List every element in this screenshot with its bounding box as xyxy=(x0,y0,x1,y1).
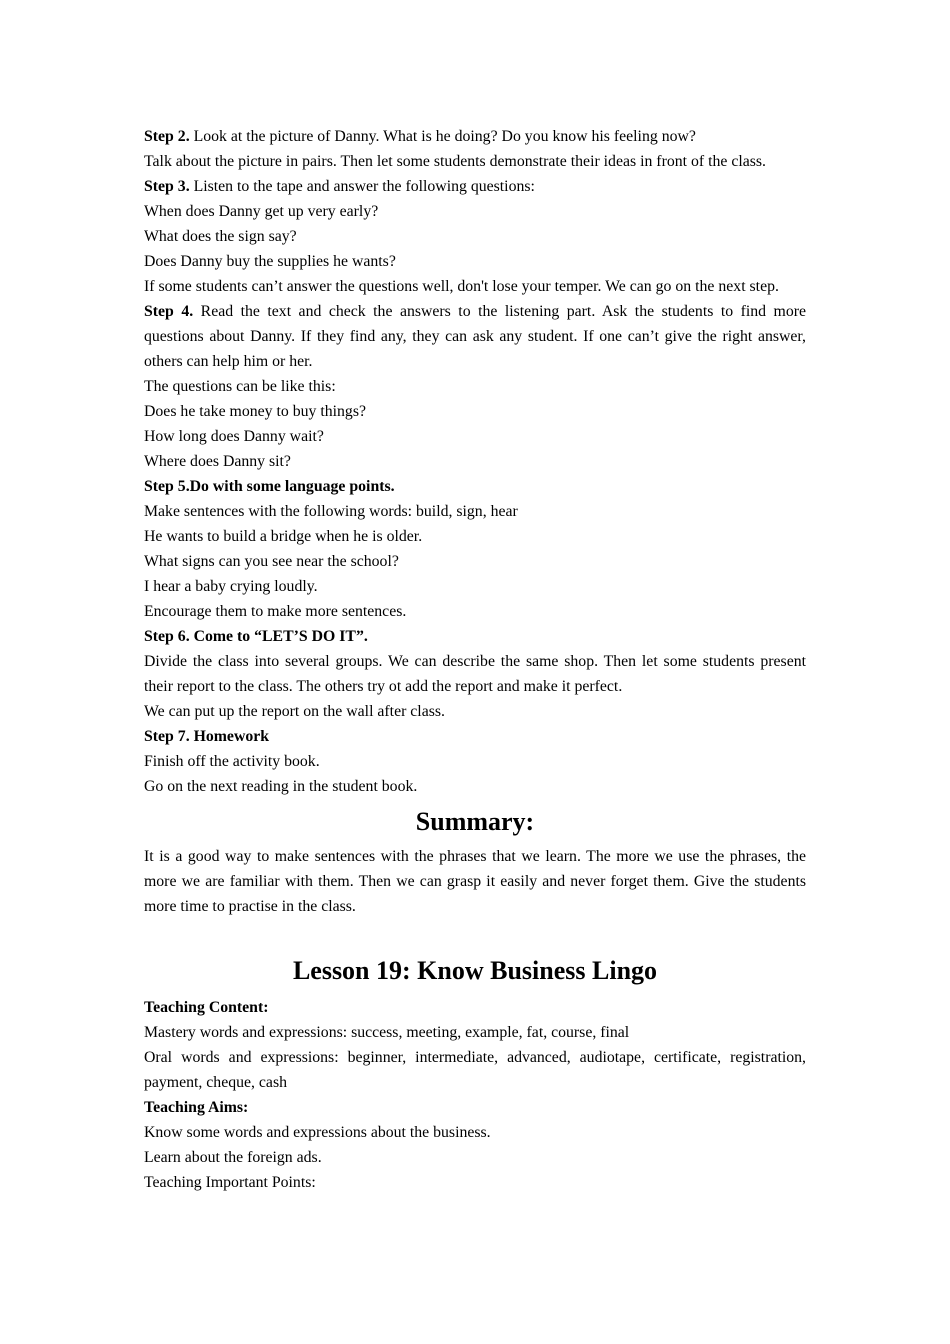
step5-line: Encourage them to make more sentences. xyxy=(144,603,407,620)
lesson-title: Lesson 19: Know Business Lingo xyxy=(292,956,658,985)
step2-line2: Talk about the picture in pairs. Then let some students demonstrate their ideas in front of the class. xyxy=(144,153,766,170)
step5-line: He wants to build a bridge when he is older. xyxy=(144,528,423,545)
step2-label: Step 2. xyxy=(144,128,190,145)
teaching-content-label: Teaching Content: xyxy=(144,999,269,1016)
step3-question: What does the sign say? xyxy=(144,228,297,245)
step3-label: Step 3. xyxy=(144,178,190,195)
step4-question: Does he take money to buy things? xyxy=(144,403,366,420)
summary-paragraph: It is a good way to make sentences with the phrases that we learn. The more we use the phrases, the more we are familiar with them. Then we can grasp it easily and never forget them. Give the students more time to practise in the class. xyxy=(144,848,806,915)
document-page xyxy=(144,124,806,1195)
step5-heading: Step 5.Do with some language points. xyxy=(144,478,395,495)
teaching-important-points: Teaching Important Points: xyxy=(144,1174,316,1191)
step4-question: How long does Danny wait? xyxy=(144,428,324,445)
step5-line: I hear a baby crying loudly. xyxy=(144,578,318,595)
teaching-aims-label: Teaching Aims: xyxy=(144,1099,249,1116)
step6-line: We can put up the report on the wall after class. xyxy=(144,703,445,720)
step4-question: Where does Danny sit? xyxy=(144,453,291,470)
step4-intro: The questions can be like this: xyxy=(144,378,336,395)
teaching-aim: Learn about the foreign ads. xyxy=(144,1149,322,1166)
step3-paragraph xyxy=(144,174,806,199)
summary-heading: Summary: xyxy=(415,807,535,836)
step2-paragraph xyxy=(144,124,806,149)
step7-heading: Step 7. Homework xyxy=(144,728,270,745)
step3-question: Does Danny buy the supplies he wants? xyxy=(144,253,396,270)
oral-words: Oral words and expressions: beginner, intermediate, advanced, audiotape, certificate, registration, payment, cheque, cash xyxy=(144,1049,806,1091)
step6-paragraph: Divide the class into several groups. We can describe the same shop. Then let some students present their report to the class. The others try ot add the report and make it perfect. xyxy=(144,653,806,695)
step7-line: Finish off the activity book. xyxy=(144,753,320,770)
mastery-words: Mastery words and expressions: success, meeting, example, fat, course, final xyxy=(144,1024,630,1041)
step4-text: Read the text and check the answers to the listening part. Ask the students to find more questions about Danny. If they find any, they can ask any student. If one can’t give the right answer, others can help him or her. xyxy=(144,303,807,370)
step4-label: Step 4. xyxy=(144,303,194,320)
step4-paragraph xyxy=(144,299,806,374)
step6-heading: Step 6. Come to “LET’S DO IT”. xyxy=(144,628,368,645)
step3-question: When does Danny get up very early? xyxy=(144,203,379,220)
step7-line: Go on the next reading in the student book. xyxy=(144,778,418,795)
step2-text: Look at the picture of Danny. What is he doing? Do you know his feeling now? xyxy=(189,128,696,145)
teaching-aim: Know some words and expressions about the business. xyxy=(144,1124,491,1141)
step5-line: Make sentences with the following words: build, sign, hear xyxy=(144,503,518,520)
step3-note: If some students can’t answer the questions well, don't lose your temper. We can go on the next step. xyxy=(144,278,779,295)
step5-line: What signs can you see near the school? xyxy=(144,553,399,570)
step3-text: Listen to the tape and answer the following questions: xyxy=(189,178,535,195)
